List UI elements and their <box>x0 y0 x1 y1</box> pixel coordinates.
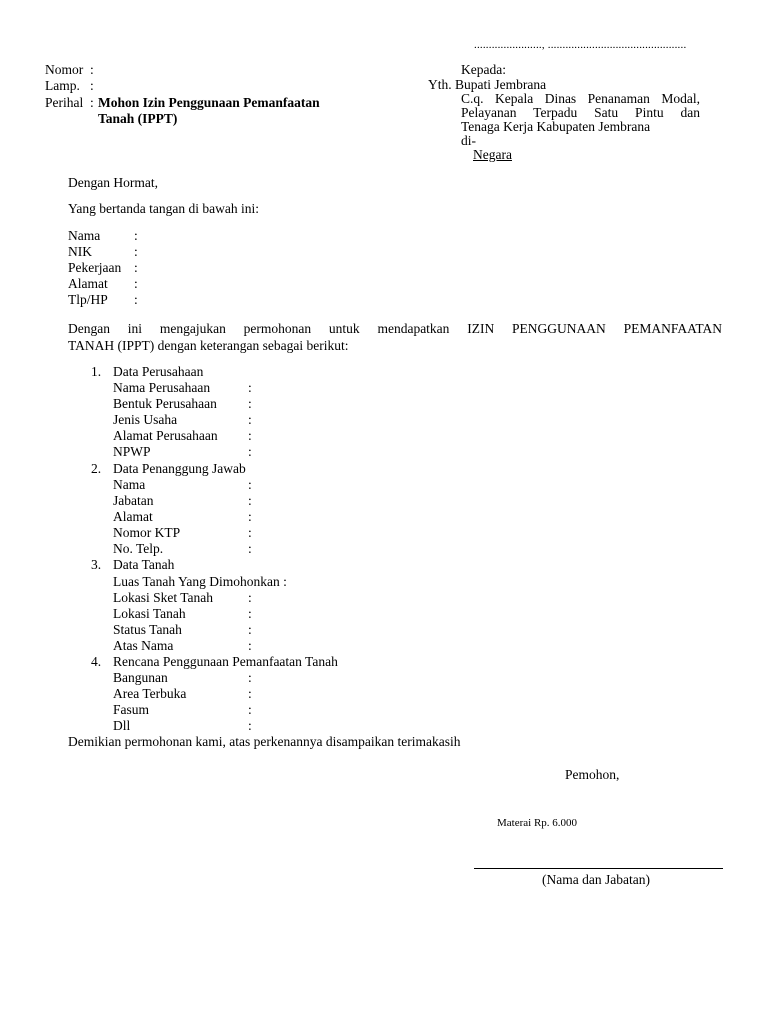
section-field-label: NPWP <box>113 444 151 459</box>
date-place-line: ......................., ............................................... <box>474 39 687 51</box>
perihal-subject-line1: Mohon Izin Penggunaan Pemanfaatan <box>98 95 320 110</box>
section-field-colon: : <box>248 622 252 637</box>
section-field-label: Fasum <box>113 702 150 717</box>
recipient-cq-line3: Tenaga Kerja Kabupaten Jembrana <box>461 119 651 134</box>
luas-tanah-label: Luas Tanah Yang Dimohonkan : <box>113 574 287 589</box>
section-field-colon: : <box>248 444 252 459</box>
perihal-label: Perihal <box>45 95 84 110</box>
applicant-field-label: Alamat <box>68 276 108 291</box>
section-field-label: Lokasi Tanah <box>113 606 186 621</box>
materai-label: Materai Rp. 6.000 <box>497 817 578 829</box>
pemohon-label: Pemohon, <box>565 767 620 782</box>
section-number: 3. <box>91 557 102 572</box>
applicant-field-label: NIK <box>68 244 92 259</box>
section-number: 1. <box>91 364 102 379</box>
recipient-cq-line2: Pelayanan Terpadu Satu Pintu dan <box>461 105 700 120</box>
section-title: Data Penanggung Jawab <box>113 461 246 476</box>
request-paragraph-line1: Dengan ini mengajukan permohonan untuk mendapatkan IZIN PENGGUNAAN PEMANFAATAN <box>68 321 722 336</box>
section-field-colon: : <box>248 509 252 524</box>
recipient-yth: Yth. Bupati Jembrana <box>428 77 547 92</box>
applicant-field-colon: : <box>134 260 138 275</box>
section-number: 4. <box>91 654 102 669</box>
section-field-colon: : <box>248 525 252 540</box>
section-title: Data Perusahaan <box>113 364 204 379</box>
nomor-colon: : <box>90 62 94 77</box>
section-field-colon: : <box>248 702 252 717</box>
name-and-title-label: (Nama dan Jabatan) <box>542 872 650 887</box>
section-field-label: Area Terbuka <box>113 686 187 701</box>
greeting: Dengan Hormat, <box>68 175 158 190</box>
applicant-field-label: Nama <box>68 228 101 243</box>
recipient-di: di- <box>461 133 476 148</box>
signature-line <box>474 868 723 869</box>
section-field-label: Alamat Perusahaan <box>113 428 218 443</box>
section-field-label: Nomor KTP <box>113 525 181 540</box>
request-paragraph-line2: TANAH (IPPT) dengan keterangan sebagai berikut: <box>68 338 349 353</box>
section-field-label: No. Telp. <box>113 541 164 556</box>
section-field-colon: : <box>248 396 252 411</box>
section-field-colon: : <box>248 606 252 621</box>
section-field-label: Alamat <box>113 509 153 524</box>
section-field-colon: : <box>248 670 252 685</box>
applicant-field-label: Tlp/HP <box>68 292 108 307</box>
section-field-colon: : <box>248 718 252 733</box>
applicant-field-colon: : <box>134 292 138 307</box>
section-field-colon: : <box>248 686 252 701</box>
section-number: 2. <box>91 461 102 476</box>
section-field-label: Jenis Usaha <box>113 412 178 427</box>
section-field-colon: : <box>248 638 252 653</box>
section-field-label: Atas Nama <box>113 638 174 653</box>
intro-text: Yang bertanda tangan di bawah ini: <box>68 201 259 216</box>
section-field-label: Lokasi Sket Tanah <box>113 590 214 605</box>
lamp-colon: : <box>90 78 94 93</box>
section-field-label: Nama Perusahaan <box>113 380 211 395</box>
kepada-label: Kepada: <box>461 62 506 77</box>
nomor-label: Nomor <box>45 62 84 77</box>
recipient-city: Negara <box>473 147 512 162</box>
section-field-colon: : <box>248 428 252 443</box>
applicant-field-colon: : <box>134 276 138 291</box>
section-title: Rencana Penggunaan Pemanfaatan Tanah <box>113 654 338 669</box>
lamp-label: Lamp. <box>45 78 80 93</box>
section-field-colon: : <box>248 493 252 508</box>
section-field-label: Bangunan <box>113 670 168 685</box>
section-field-colon: : <box>248 380 252 395</box>
applicant-field-colon: : <box>134 244 138 259</box>
section-field-label: Bentuk Perusahaan <box>113 396 217 411</box>
section-field-label: Dll <box>113 718 131 733</box>
applicant-field-colon: : <box>134 228 138 243</box>
applicant-field-label: Pekerjaan <box>68 260 122 275</box>
section-field-label: Status Tanah <box>113 622 182 637</box>
section-field-label: Nama <box>113 477 146 492</box>
section-field-colon: : <box>248 541 252 556</box>
section-field-colon: : <box>248 412 252 427</box>
closing-text: Demikian permohonan kami, atas perkenannya disampaikan terimakasih <box>68 734 461 749</box>
perihal-subject-line2: Tanah (IPPT) <box>98 111 178 126</box>
section-title: Data Tanah <box>113 557 175 572</box>
perihal-colon: : <box>90 95 94 110</box>
section-field-colon: : <box>248 477 252 492</box>
section-field-colon: : <box>248 590 252 605</box>
recipient-cq-line1: C.q. Kepala Dinas Penanaman Modal, <box>461 91 700 106</box>
section-field-label: Jabatan <box>113 493 154 508</box>
